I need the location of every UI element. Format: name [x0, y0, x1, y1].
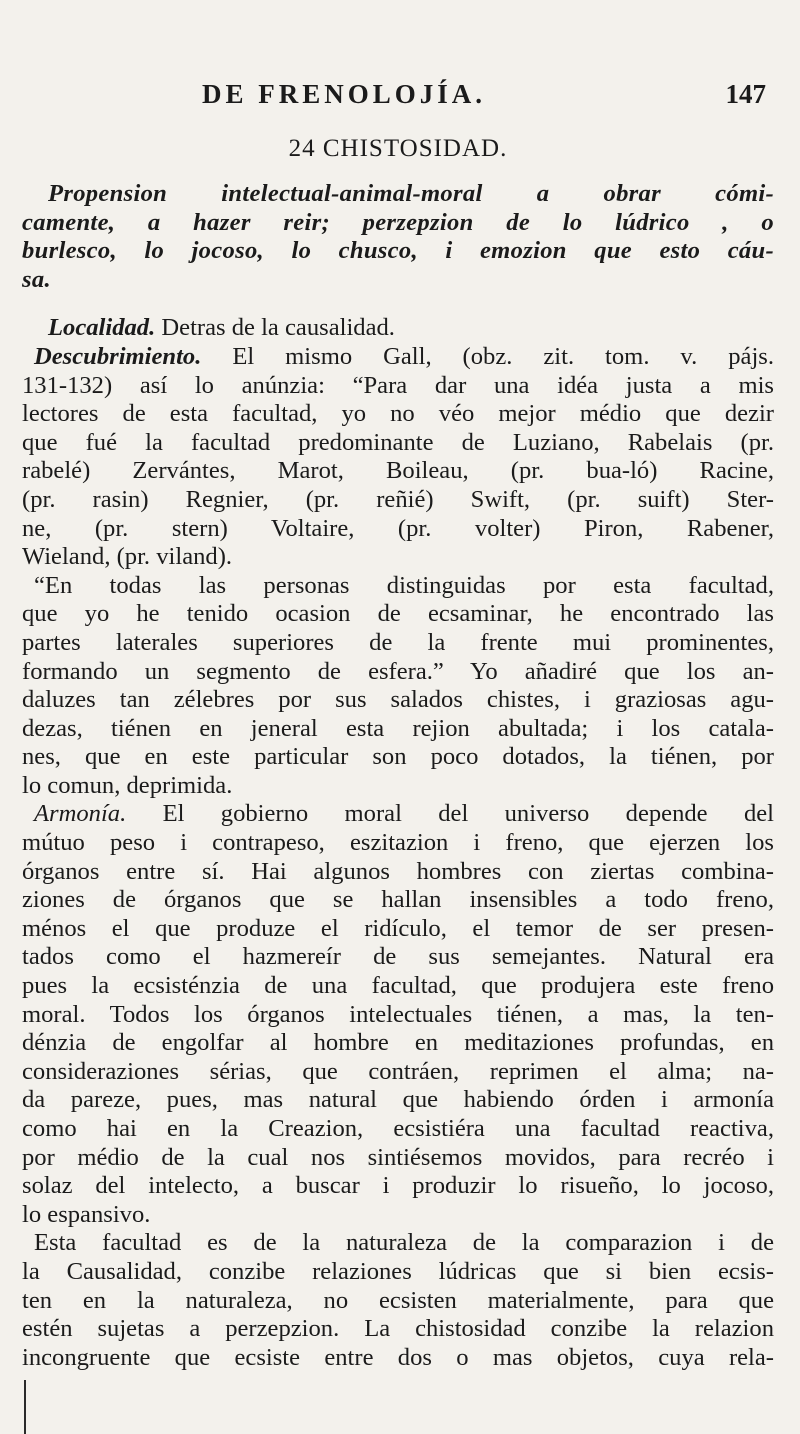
descubrimiento-line — [22, 343, 774, 372]
armonia-text-line: mútuo peso i contrapeso, eszitazion i freno, que ejerzen los — [22, 829, 774, 857]
descubrimiento-label: Descubrimiento. — [34, 342, 202, 370]
descubrimiento-text-line: formando un segmento de esfera.” Yo añadiré que los an- — [22, 657, 774, 685]
armonia-text-line: solaz del intelecto, a buscar i produzir lo risueño, lo jocoso, — [22, 1172, 774, 1200]
section-heading: 24 CHISTOSIDAD. — [288, 135, 508, 162]
final-text-line: Esta facultad es de la naturaleza de la comparazion i de — [34, 1229, 774, 1257]
localidad-label: Localidad. — [48, 314, 156, 342]
descubrimiento-text-line: dezas, tiénen en jeneral esta rejion abultada; i los catala- — [22, 714, 774, 742]
armonia-text-line: dénzia de engolfar al hombre en meditaziones profundas, en — [22, 1029, 774, 1057]
armonia-text-line: como hai en la Creazion, ecsistiéra una facultad reactiva, — [22, 1115, 774, 1142]
localidad-text: Detras de la causalidad. — [155, 314, 395, 342]
armonia-text-line: tados como el hazmereír de sus semejantes. Natural era — [22, 943, 774, 971]
descubrimiento-text-line: “En todas las personas distinguidas por esta facultad, — [34, 571, 774, 599]
armonia-text-line: ziones de órganos que se hallan insensibles a todo freno, — [22, 886, 774, 914]
descubrimiento-text-line: rabelé) Zervántes, Marot, Boileau, (pr. bua-ló) Racine, — [22, 457, 774, 485]
localidad-line — [22, 314, 774, 343]
body-text — [22, 180, 774, 1372]
armonia-text-line: pues la ecsisténzia de una facultad, que produjera este freno — [22, 972, 774, 1000]
final-text-line: estén sujetas a perzepzion. La chistosidad conzibe la relazion — [22, 1315, 774, 1343]
armonia-text-line: ménos el que produze el ridículo, el temor de ser presen- — [22, 914, 774, 942]
armonia-text: El gobierno moral del universo depende del — [126, 800, 774, 828]
descubrimiento-text-line: que yo he tenido ocasion de ecsaminar, he encontrado las — [22, 600, 774, 628]
running-head — [22, 79, 774, 119]
descubrimiento-text-line: partes laterales superiores de la frente mui prominentes, — [22, 628, 774, 656]
armonia-line — [22, 800, 774, 829]
final-text-line: ten en la naturaleza, no ecsisten materialmente, para que — [22, 1286, 774, 1314]
descubrimiento-text-line: nes, que en este particular son poco dotados, la tiénen, por — [22, 743, 774, 771]
armonia-paragraph — [22, 829, 774, 1229]
descubrimiento-text: El mismo Gall, (obz. zit. tom. v. pájs. — [201, 342, 774, 370]
armonia-text-line: moral. Todos los órganos intelectuales tiénen, a mas, la ten- — [22, 1000, 774, 1028]
book-page — [22, 0, 774, 1434]
paragraph-gap — [22, 294, 774, 314]
page-number: 147 — [725, 79, 766, 109]
definition-paragraph — [22, 180, 774, 294]
margin-rule — [24, 1380, 26, 1434]
descubrimiento-paragraph — [22, 372, 774, 801]
descubrimiento-text-line: daluzes tan zélebres por sus salados chistes, i graziosas agu- — [22, 686, 774, 714]
armonia-text-line: consideraziones sérias, que contráen, reprimen el alma; na- — [22, 1057, 774, 1085]
definition-line: burlesco, lo jocoso, lo chusco, i emozion que esto cáu- — [22, 237, 774, 265]
definition-line: camente, a hazer reir; perzepzion de lo lúdrico , o — [22, 208, 774, 236]
final-text-line: la Causalidad, conzibe relaziones lúdricas que si bien ecsis- — [22, 1257, 774, 1285]
descubrimiento-text-line: Wieland, (pr. viland). — [22, 543, 233, 571]
descubrimiento-text-line: 131-132) así lo anúnzia: “Para dar una idéa justa a mis — [22, 371, 774, 399]
armonia-text-line: da pareze, pues, mas natural que habiendo órden i armonía — [22, 1086, 774, 1114]
armonia-label: Armonía. — [34, 800, 127, 828]
armonia-text-line: órganos entre sí. Hai algunos hombres con ziertas combina- — [22, 857, 774, 885]
descubrimiento-text-line: (pr. rasin) Regnier, (pr. reñié) Swift, (pr. suift) Ster- — [22, 485, 774, 513]
final-text-line: incongruente que ecsiste entre dos o mas objetos, cuya rela- — [22, 1343, 774, 1371]
definition-line: sa. — [22, 265, 51, 293]
definition-line: Propension intelectual-animal-moral a obrar cómi- — [48, 180, 774, 207]
running-head-title: DE FRENOLOJÍA. — [202, 79, 487, 109]
armonia-text-line: lo espansivo. — [22, 1200, 151, 1228]
descubrimiento-text-line: que fué la facultad predominante de Luziano, Rabelais (pr. — [22, 428, 774, 456]
descubrimiento-text-line: lo comun, deprimida. — [22, 771, 233, 799]
descubrimiento-text-line: ne, (pr. stern) Voltaire, (pr. volter) Piron, Rabener, — [22, 514, 774, 542]
armonia-text-line: por médio de la cual nos sintiésemos movidos, para recréo i — [22, 1143, 774, 1171]
descubrimiento-text-line: lectores de esta facultad, yo no véo mejor médio que dezir — [22, 400, 774, 428]
final-paragraph — [22, 1229, 774, 1372]
